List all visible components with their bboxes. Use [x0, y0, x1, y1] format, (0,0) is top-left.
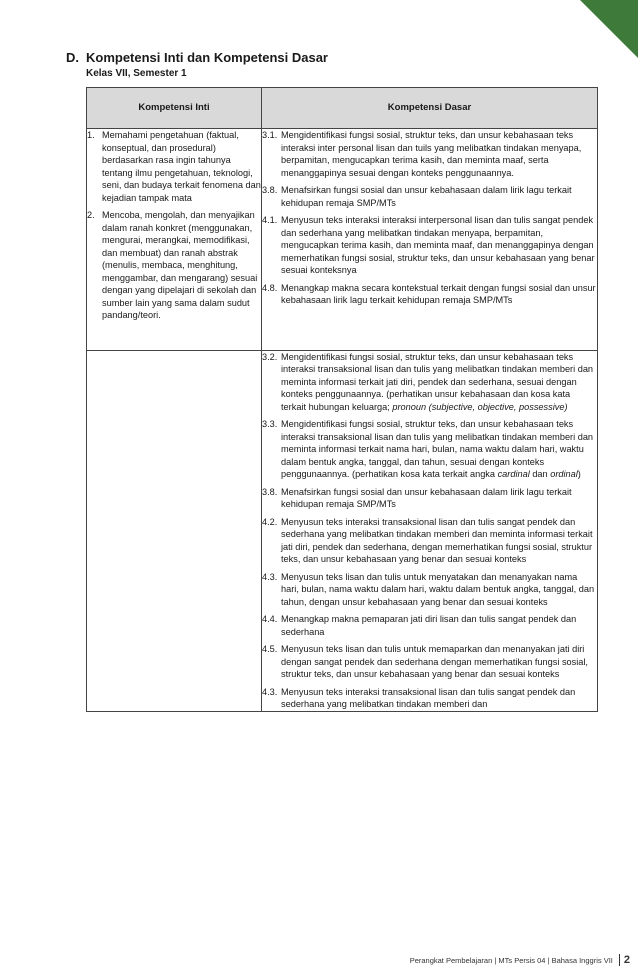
kd-number: 3.8. [262, 486, 278, 497]
section-letter: D. [66, 50, 79, 65]
corner-decoration [580, 0, 638, 58]
kd-number: 4.1. [262, 215, 278, 225]
kd-text-part: Mengidentifikasi fungsi sosial, struktur teks, dan unsur kebahasaan teks interaksi transaksional lisan dan tulis yang melibatkan tindakan memberi dan meminta informasi terkait nama hari, bulan, nama waktu dalam hari, waktu dalam bentuk angka, tanggal, dan tahun, sesuai dengan konteks penggunaannya. (perhatikan kosa kata terkait angka [281, 419, 594, 479]
kd-item [262, 486, 597, 511]
ki-cell-empty [87, 350, 262, 711]
kd-text: Menyusun teks lisan dan tulis untuk menyatakan dan menanyakan nama hari, bulan, nama waktu dalam hari, waktu dalam bentuk angka, tanggal, dan tahun, dengan unsur kebahasaan yang benar dan sesuai konteks [281, 571, 595, 607]
ki-number: 2. [87, 210, 95, 220]
ki-cell [87, 129, 262, 351]
ki-number: 1. [87, 130, 95, 140]
kd-text-italic: cardinal [497, 469, 530, 479]
kd-text: Menyusun teks interaksi transaksional lisan dan tulis sangat pendek dan sederhana yang melibatkan tindakan memberi dan meminta informasi terkait jati diri, pendek dan sederhana, dengan memerhatikan fungsi sosial, struktur teks, dan unsur kebahasaan yang benar dan sesuai konteks [281, 516, 593, 564]
kd-number: 4.3. [262, 571, 278, 582]
section-title [66, 50, 328, 65]
ki-item [87, 209, 261, 322]
kd-cell [262, 350, 598, 711]
kd-item [262, 686, 597, 711]
competency-table [86, 87, 598, 712]
page-footer [410, 954, 630, 966]
footer-text: Perangkat Pembelajaran | MTs Persis 04 | Bahasa Inggris VII [409, 955, 613, 965]
ki-text: Mencoba, mengolah, dan menyajikan dalam ranah konkret (menggunakan, mengurai, merangkai, memodifikasi, dan membuat) dan ranah abstrak (menulis, membaca, menghitung, menggambar, dan mengarang) sesuai dengan yang dipelajari di sekolah dan sumber lain yang sama dalam sudut pandang/teori. [102, 210, 258, 320]
kd-text: Menafsirkan fungsi sosial dan unsur kebahasaan dalam lirik lagu terkait kehidupan remaja SMP/MTs [281, 185, 572, 208]
kd-text: Menangkap makna pemaparan jati diri lisan dan tulis sangat pendek dan sederhana [281, 614, 577, 637]
kd-number: 3.2. [262, 351, 278, 362]
kd-text-italic: pronoun (subjective, objective, possessive) [392, 401, 568, 412]
kd-text-part: Mengidentifikasi fungsi sosial, struktur teks, dan unsur kebahasaan teks interaksi transaksional lisan dan tulis yang melibatkan tindakan memberi dan meminta informasi terkait jati diri, pendek dan sederhana, sesuai dengan konteks penggunaannya. (perhatikan unsur kebahasaan dan kosa kata terkait hubungan keluarga; [281, 351, 594, 412]
kd-text: Menyusun teks lisan dan tulis untuk memaparkan dan menanyakan jati diri dengan sangat pendek dan sederhana dengan memerhatikan fungsi sosial, struktur teks, dan unsur kebahasaan yang benar dan sesuai konteks [281, 644, 588, 679]
table-header-row [87, 88, 598, 129]
kd-item [262, 351, 597, 414]
kd-text-italic: ordinal [550, 469, 578, 479]
kd-item [262, 282, 597, 307]
kd-number: 4.5. [262, 644, 278, 654]
kd-text: Menangkap makna secara kontekstual terkait dengan fungsi sosial dan unsur kebahasaan lirik lagu terkait kehidupan remaja SMP/MTs [281, 282, 596, 305]
ki-text: Memahami pengetahuan (faktual, konseptual, dan prosedural) berdasarkan rasa ingin tahunya tentang ilmu pengetahuan, teknologi, seni, dan budaya terkait fenomena dan kejadian tampak mata [102, 130, 261, 203]
table-row [87, 129, 598, 351]
footer-divider [619, 954, 620, 966]
kd-item [262, 643, 597, 681]
kd-number: 3.3. [262, 419, 278, 429]
kd-number: 4.2. [262, 516, 278, 527]
kd-item [262, 184, 597, 209]
kd-text-after: dan [529, 469, 551, 479]
kd-number: 4.4. [262, 614, 278, 624]
kd-item [262, 418, 597, 481]
kd-item [262, 571, 597, 609]
kd-item [262, 613, 597, 638]
kd-number: 4.3. [262, 686, 278, 697]
kd-text: Mengidentifikasi fungsi sosial, struktur teks, dan unsur kebahasaan teks interaksi inter personal lisan dan tuils yang melibatkan tindakan menyapa, berpamitan, mengucapkan terima kasih, dan meminta maaf, serta menanggapinya sesuai dengan konteks penggunaannya. [281, 130, 582, 178]
kd-item [262, 129, 597, 179]
kd-number: 4.8. [262, 282, 278, 293]
kd-item [262, 214, 597, 277]
section-title-text: Kompetensi Inti dan Kompetensi Dasar [86, 50, 328, 65]
kd-number: 3.1. [262, 130, 278, 140]
kd-text: Menyusun teks interaksi interaksi interpersonal lisan dan tulis sangat pendek dan sederhana yang melibatkan tindakan menyapa, berpamitan, mengucapkan terima kasih, dan meminta maaf, dan menanggapinya dengan memerhatikan fungsi sosial, struktur teks, dan unsur kebahasaan yang benar sesuai konteksnya [281, 215, 595, 275]
header-kompetensi-inti: Kompetensi Inti [87, 88, 262, 129]
section-subtitle: Kelas VII, Semester 1 [86, 68, 187, 79]
kd-cell [262, 129, 598, 351]
kd-text [281, 418, 597, 481]
page-number: 2 [623, 954, 630, 966]
header-kompetensi-dasar: Kompetensi Dasar [262, 88, 598, 129]
table-row [87, 350, 598, 711]
kd-text-after: ) [577, 469, 581, 479]
kd-text: Menafsirkan fungsi sosial dan unsur kebahasaan dalam lirik lagu terkait kehidupan remaja SMP/MTs [281, 486, 572, 509]
kd-text [281, 351, 597, 414]
kd-number: 3.8. [262, 185, 278, 195]
kd-text: Menyusun teks interaksi transaksional lisan dan tulis sangat pendek dan sederhana yang melibatkan tindakan memberi dan [281, 686, 576, 709]
ki-item [87, 129, 261, 204]
kd-item [262, 516, 597, 566]
